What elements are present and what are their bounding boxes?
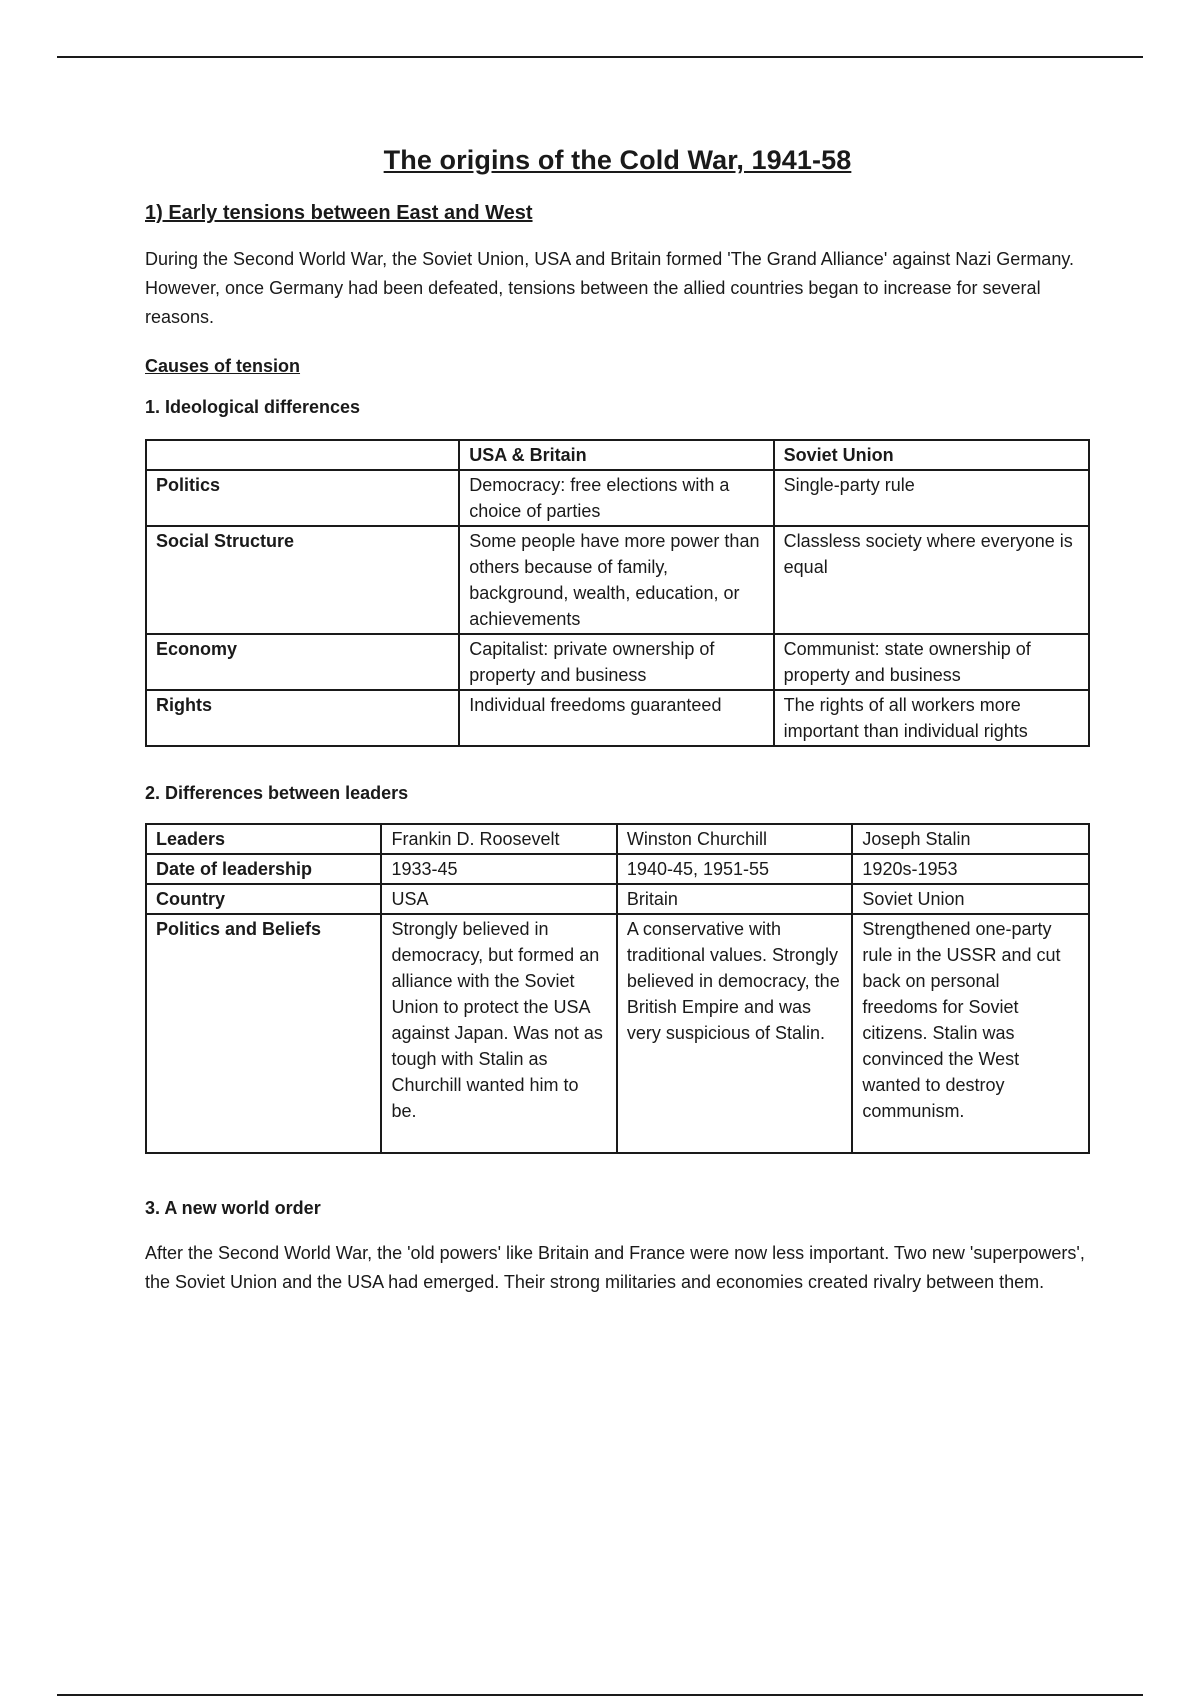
causes-heading: Causes of tension xyxy=(145,356,301,376)
row-label: Leaders xyxy=(146,824,381,854)
leaders-table xyxy=(145,823,1090,1154)
stalin-cell: Soviet Union xyxy=(852,884,1089,914)
soviet-cell: Single-party rule xyxy=(774,470,1089,526)
row-label: Country xyxy=(146,884,381,914)
table-row xyxy=(146,824,1089,854)
table-row xyxy=(146,526,1089,634)
leaders-heading: 2. Differences between leaders xyxy=(145,783,409,803)
row-label: Politics xyxy=(146,470,459,526)
roosevelt-cell: Frankin D. Roosevelt xyxy=(381,824,616,854)
soviet-cell: Communist: state ownership of property and business xyxy=(774,634,1089,690)
top-rule xyxy=(57,56,1143,58)
row-label: Date of leadership xyxy=(146,854,381,884)
soviet-cell: The rights of all workers more important than individual rights xyxy=(774,690,1089,746)
intro-paragraph: During the Second World War, the Soviet Union, USA and Britain formed 'The Grand Alliance' against Nazi Germany. However, once Germany had been defeated, tensions between the allied countries began to increase for several reasons. xyxy=(145,249,1074,327)
west-cell: Individual freedoms guaranteed xyxy=(459,690,773,746)
churchill-cell: 1940-45, 1951-55 xyxy=(617,854,853,884)
soviet-cell: Classless society where everyone is equal xyxy=(774,526,1089,634)
ideology-heading: 1. Ideological differences xyxy=(145,397,361,417)
churchill-cell: Britain xyxy=(617,884,853,914)
churchill-cell: Winston Churchill xyxy=(617,824,853,854)
table-row xyxy=(146,914,1089,1153)
table-row xyxy=(146,690,1089,746)
page-title: The origins of the Cold War, 1941-58 xyxy=(383,145,852,175)
header-cell-empty xyxy=(146,440,459,470)
ideology-table xyxy=(145,439,1090,747)
table-row xyxy=(146,854,1089,884)
row-label: Economy xyxy=(146,634,459,690)
row-label: Politics and Beliefs xyxy=(146,914,381,1153)
world-order-paragraph: After the Second World War, the 'old powers' like Britain and France were now less important. Two new 'superpowers', the Soviet Union and the USA had emerged. Their strong militaries and economies created rivalry between them. xyxy=(145,1243,1085,1292)
west-cell: Some people have more power than others because of family, background, wealth, education, or achievements xyxy=(459,526,773,634)
document-body xyxy=(145,145,1090,1297)
west-cell: Capitalist: private ownership of property and business xyxy=(459,634,773,690)
stalin-cell: 1920s-1953 xyxy=(852,854,1089,884)
row-label: Rights xyxy=(146,690,459,746)
world-order-heading: 3. A new world order xyxy=(145,1198,321,1218)
west-cell: Democracy: free elections with a choice of parties xyxy=(459,470,773,526)
row-label: Social Structure xyxy=(146,526,459,634)
table-header-row xyxy=(146,440,1089,470)
stalin-cell: Joseph Stalin xyxy=(852,824,1089,854)
header-cell-west: USA & Britain xyxy=(459,440,773,470)
table-row xyxy=(146,634,1089,690)
table-row xyxy=(146,884,1089,914)
header-cell-soviet: Soviet Union xyxy=(774,440,1089,470)
churchill-cell: A conservative with traditional values. Strongly believed in democracy, the British Empire and was very suspicious of Stalin. xyxy=(617,914,853,1153)
bottom-rule xyxy=(57,1694,1143,1696)
section-heading-early-tensions: 1) Early tensions between East and West xyxy=(145,202,533,224)
roosevelt-cell: USA xyxy=(381,884,616,914)
table-row xyxy=(146,470,1089,526)
stalin-cell: Strengthened one-party rule in the USSR and cut back on personal freedoms for Soviet citizens. Stalin was convinced the West wanted to destroy communism. xyxy=(852,914,1089,1153)
roosevelt-cell: Strongly believed in democracy, but formed an alliance with the Soviet Union to protect the USA against Japan. Was not as tough with Stalin as Churchill wanted him to be. xyxy=(381,914,616,1153)
roosevelt-cell: 1933-45 xyxy=(381,854,616,884)
